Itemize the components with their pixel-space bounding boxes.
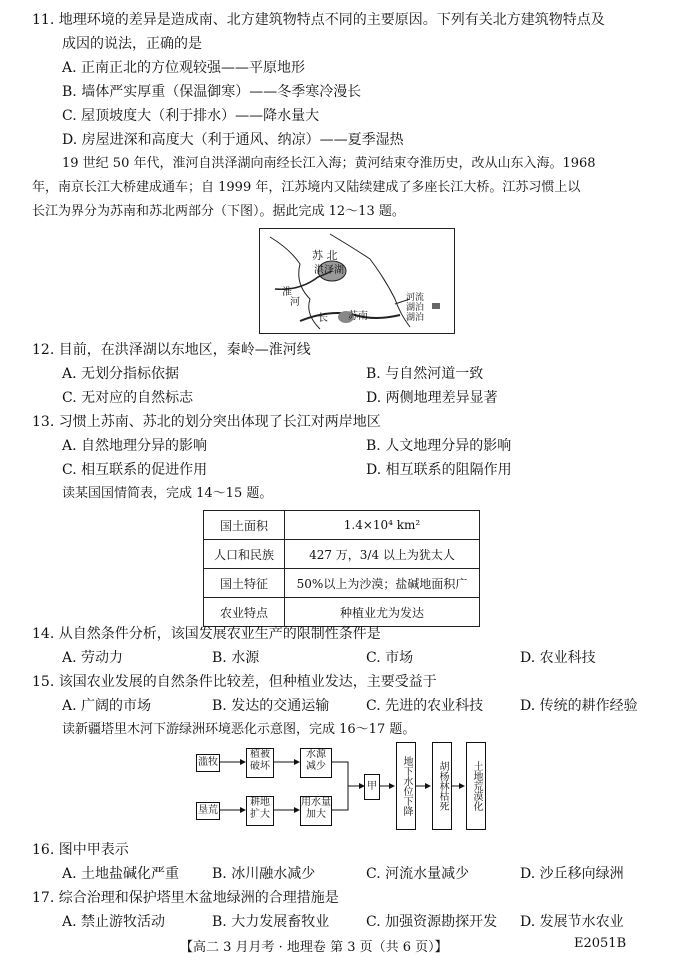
q13-stem: 13. 习惯上苏南、苏北的划分突出体现了长江对两岸地区 <box>32 414 381 430</box>
q13-option-d: D. 相互联系的阻隔作用 <box>366 462 512 478</box>
table-key: 国土面积 <box>204 511 285 540</box>
table-value: 种植业尤为发达 <box>285 598 480 627</box>
q11-option-a: A. 正南正北的方位观较强——平原地形 <box>62 60 306 76</box>
flow-box-desertification: 土地荒漠化 <box>466 742 486 830</box>
q14-option-b: B. 水源 <box>212 650 260 666</box>
q14-option-a: A. 劳动力 <box>62 650 124 666</box>
map-legend-3: 湖泊 <box>406 313 425 323</box>
flow-box-water-use: 用水量 加大 <box>300 796 332 826</box>
q17-option-d: D. 发展节水农业 <box>520 914 624 930</box>
q14-option-d: D. 农业科技 <box>520 650 596 666</box>
q12-option-d: D. 两侧地理差异显著 <box>366 390 498 406</box>
q17-option-a: A. 禁止游牧活动 <box>62 914 166 930</box>
flow-box-poplar: 胡杨林枯死 <box>432 742 452 830</box>
q17-option-b: B. 大力发展畜牧业 <box>212 914 330 930</box>
map-label-he: 河 <box>290 297 300 308</box>
q13-option-c: C. 相互联系的促进作用 <box>62 462 208 478</box>
flow-box-vegetation: 植被 破坏 <box>246 748 274 778</box>
q12-option-c: C. 无对应的自然标志 <box>62 390 194 406</box>
q15-option-d: D. 传统的耕作经验 <box>520 698 638 714</box>
q11-stem-line2: 成因的说法，正确的是 <box>62 36 202 52</box>
table-row <box>204 598 480 627</box>
jiangsu-map <box>259 228 455 334</box>
page-footer: 【高二 3 月月考 · 地理卷 第 3 页（共 6 页）】 <box>180 940 448 955</box>
table-key: 农业特点 <box>204 598 285 627</box>
exam-code: E2051B <box>574 936 627 951</box>
table-row <box>204 569 480 598</box>
table-value: 427 万，3/4 以上为犹太人 <box>285 540 480 569</box>
q11-option-d: D. 房屋进深和高度大（利于通风、纳凉）——夏季湿热 <box>62 132 404 148</box>
q17-option-c: C. 加强资源勘探开发 <box>366 914 498 930</box>
q15-option-a: A. 广阔的市场 <box>62 698 152 714</box>
table-row <box>204 540 480 569</box>
table-value: 1.4×10⁴ km² <box>285 511 480 540</box>
intro-14-15: 读某国国情简表，完成 14～15 题。 <box>62 486 273 501</box>
map-legend-1: 河流 <box>406 293 425 303</box>
q14-option-c: C. 市场 <box>366 650 414 666</box>
flow-box-farmland: 耕地 扩大 <box>246 796 274 826</box>
map-label-sunan: 苏南 <box>348 311 368 322</box>
q11-option-b: B. 墙体严实厚重（保温御寒）——冬季寒冷漫长 <box>62 84 362 100</box>
table-key: 国土特征 <box>204 569 285 598</box>
map-label-hongze: 洪泽湖 <box>314 265 344 276</box>
q15-stem: 15. 该国农业发展的自然条件比较差，但种植业发达，主要受益于 <box>32 674 437 690</box>
q16-option-d: D. 沙丘移向绿洲 <box>520 866 624 882</box>
q16-stem: 16. 图中甲表示 <box>32 842 129 858</box>
q12-stem: 12. 目前，在洪泽湖以东地区，秦岭—淮河线 <box>32 342 311 358</box>
intro-16-17: 读新疆塔里木河下游绿洲环境恶化示意图，完成 16～17 题。 <box>62 722 416 737</box>
oasis-degradation-diagram <box>196 742 496 832</box>
q16-option-a: A. 土地盐碱化严重 <box>62 866 180 882</box>
map-label-chang: 长 <box>318 313 328 324</box>
q11-stem-line1: 11. 地理环境的差异是造成南、北方建筑物特点不同的主要原因。下列有关北方建筑物特点及 <box>32 12 605 28</box>
flow-box-jia: 甲 <box>364 774 380 800</box>
passage1-line3: 长江为界分为苏南和苏北两部分（下图）。据此完成 12～13 题。 <box>32 204 405 219</box>
map-label-huai: 淮 <box>282 287 292 298</box>
legend-lake-swatch <box>432 303 440 309</box>
table-row <box>204 511 480 540</box>
passage1-line2: 年，南京长江大桥建成通车；自 1999 年，江苏境内又陆续建成了多座长江大桥。江苏习惯上以 <box>32 180 581 195</box>
q11-option-c: C. 屋顶坡度大（利于排水）——降水量大 <box>62 108 320 124</box>
q14-stem: 14. 从自然条件分析，该国发展农业生产的限制性条件是 <box>32 626 381 642</box>
q13-option-a: A. 自然地理分异的影响 <box>62 438 208 454</box>
flow-box-reclamation: 垦荒 <box>196 802 220 820</box>
q13-option-b: B. 人文地理分异的影响 <box>366 438 512 454</box>
flow-box-water-source: 水源 减少 <box>300 748 332 778</box>
table-key: 人口和民族 <box>204 540 285 569</box>
q15-option-b: B. 发达的交通运输 <box>212 698 330 714</box>
q16-option-c: C. 河流水量减少 <box>366 866 470 882</box>
q12-option-a: A. 无划分指标依据 <box>62 366 180 382</box>
flow-box-groundwater: 地下水位下降 <box>396 742 416 830</box>
q15-option-c: C. 先进的农业科技 <box>366 698 484 714</box>
map-legend-2: 湖泊 <box>406 303 425 313</box>
map-label-subei: 苏 北 <box>312 249 338 262</box>
q12-option-b: B. 与自然河道一致 <box>366 366 484 382</box>
flow-box-overgrazing: 滥牧 <box>196 754 220 772</box>
passage1-line1: 19 世纪 50 年代，淮河自洪泽湖向南经长江入海；黄河结束夺淮历史，改从山东入海。1968 <box>62 156 596 171</box>
q17-stem: 17. 综合治理和保护塔里木盆地绿洲的合理措施是 <box>32 890 339 906</box>
table-value: 50%以上为沙漠；盐碱地面积广 <box>285 569 480 598</box>
country-info-table <box>203 510 480 627</box>
q16-option-b: B. 冰川融水减少 <box>212 866 316 882</box>
